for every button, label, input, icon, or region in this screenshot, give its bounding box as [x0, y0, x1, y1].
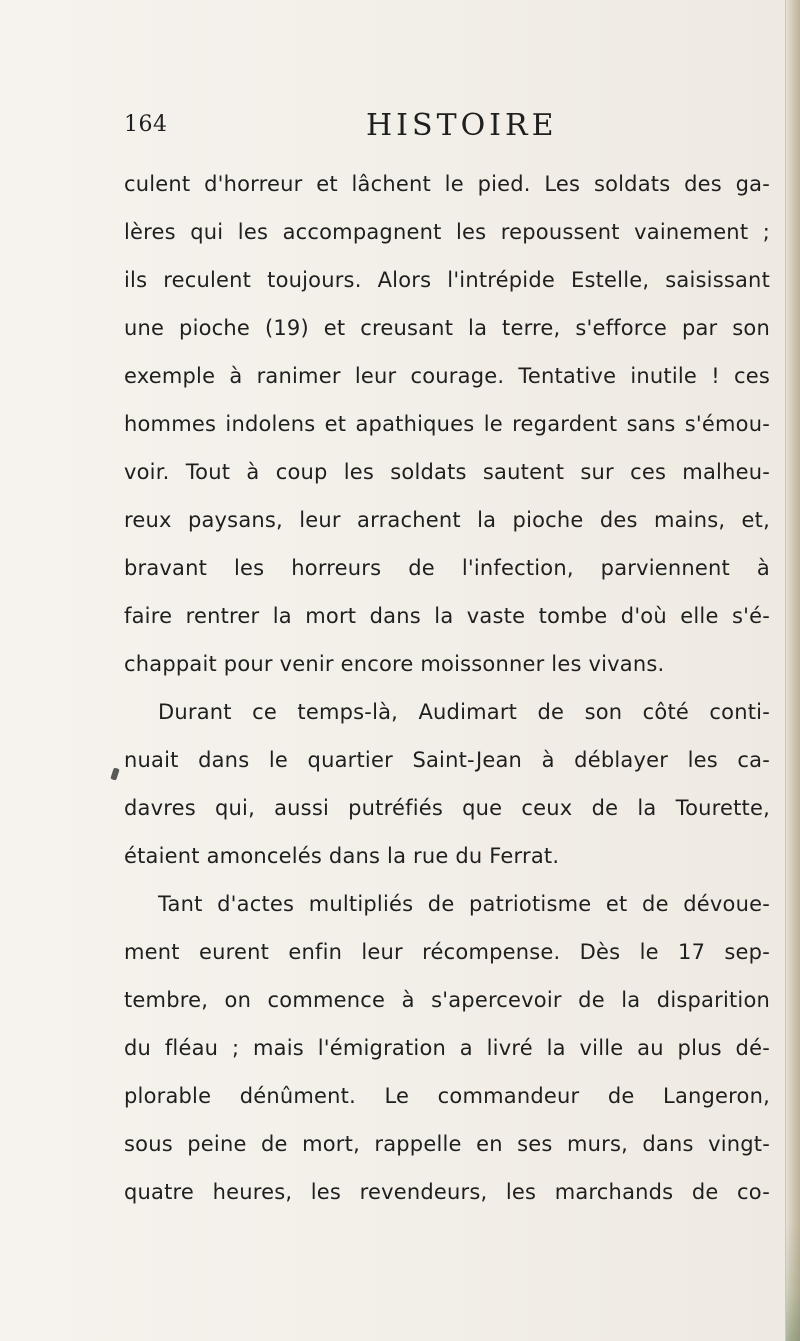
- text-line: chappait pour venir encore moissonner les vivans.: [124, 652, 665, 676]
- text-line: faire rentrer la mort dans la vaste tombe d'où elle s'é-: [124, 604, 770, 628]
- text-line: ment eurent enfin leur récompense. Dès le 17 sep-: [124, 940, 770, 964]
- text-line: Tant d'actes multipliés de patriotisme et de dévoue-: [158, 892, 770, 916]
- text-line: sous peine de mort, rappelle en ses murs, dans vingt-: [124, 1132, 770, 1156]
- page-edge: [785, 0, 800, 1341]
- text-line: hommes indolens et apathiques le regardent sans s'émou-: [124, 412, 770, 436]
- text-line: du fléau ; mais l'émigration a livré la ville au plus dé-: [124, 1036, 770, 1060]
- text-line: lères qui les accompagnent les repoussent vainement ;: [124, 220, 770, 244]
- text-line: Durant ce temps-là, Audimart de son côté conti-: [158, 700, 770, 724]
- text-line: étaient amoncelés dans la rue du Ferrat.: [124, 844, 560, 868]
- text-line: voir. Tout à coup les soldats sautent sur ces malheu-: [124, 460, 770, 484]
- text-line: bravant les horreurs de l'infection, parviennent à: [124, 556, 770, 580]
- body-text: [124, 160, 770, 1216]
- running-title: HISTOIRE: [366, 108, 558, 143]
- text-line: culent d'horreur et lâchent le pied. Les soldats des ga-: [124, 172, 770, 196]
- text-line: ils reculent toujours. Alors l'intrépide Estelle, saisissant: [124, 268, 770, 292]
- text-line: davres qui, aussi putréfiés que ceux de la Tourette,: [124, 796, 770, 820]
- text-line: une pioche (19) et creusant la terre, s'efforce par son: [124, 316, 770, 340]
- text-line: reux paysans, leur arrachent la pioche des mains, et,: [124, 508, 770, 532]
- page-header: [124, 108, 644, 152]
- text-line: tembre, on commence à s'apercevoir de la disparition: [124, 988, 770, 1012]
- text-line: quatre heures, les revendeurs, les marchands de co-: [124, 1180, 770, 1204]
- text-line: nuait dans le quartier Saint-Jean à déblayer les ca-: [124, 748, 770, 772]
- text-line: plorable dénûment. Le commandeur de Langeron,: [124, 1084, 770, 1108]
- ink-mark: [110, 767, 119, 780]
- text-line: exemple à ranimer leur courage. Tentative inutile ! ces: [124, 364, 770, 388]
- page-number: 164: [124, 112, 168, 137]
